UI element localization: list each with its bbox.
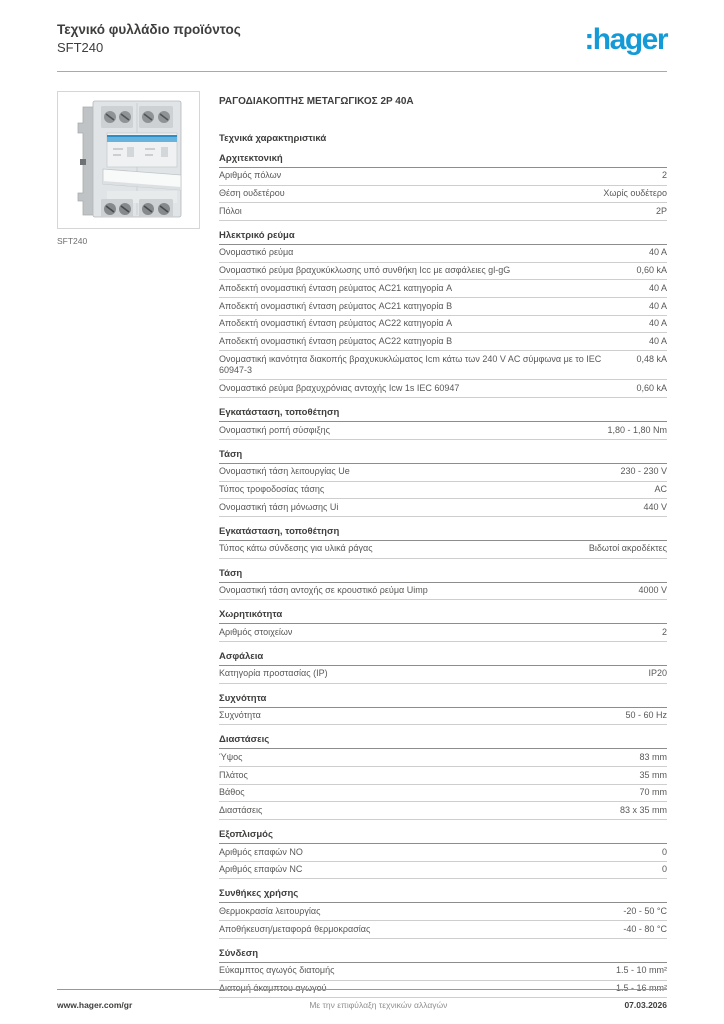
spec-row bbox=[219, 963, 667, 981]
spec-section-title: Ασφάλεια bbox=[219, 651, 667, 666]
spec-section-rows bbox=[219, 168, 667, 221]
spec-row-label: Κατηγορία προστασίας (IP) bbox=[219, 668, 328, 679]
spec-row-value: 50 - 60 Hz bbox=[625, 710, 667, 721]
spec-row bbox=[219, 280, 667, 298]
spec-row bbox=[219, 767, 667, 785]
spec-row-label: Ονομαστικό ρεύμα bbox=[219, 247, 294, 258]
spec-row-label: Αριθμός επαφών NO bbox=[219, 846, 303, 857]
spec-row-label: Ονομαστική τάση αντοχής σε κρουστικό ρεύμα Uimp bbox=[219, 585, 428, 596]
spec-row bbox=[219, 168, 667, 186]
spec-row-value: 0,60 kA bbox=[636, 265, 667, 276]
spec-row-label: Αποθήκευση/μεταφορά θερμοκρασίας bbox=[219, 923, 371, 934]
spec-section bbox=[219, 568, 667, 601]
spec-row-label: Αριθμός επαφών NC bbox=[219, 864, 303, 875]
spec-row bbox=[219, 802, 667, 820]
spec-row-label: Αριθμός στοιχείων bbox=[219, 626, 293, 637]
spec-row bbox=[219, 482, 667, 500]
spec-row-label: Ύψος bbox=[219, 751, 243, 762]
spec-section-rows bbox=[219, 422, 667, 440]
footer-website-link[interactable]: www.hager.com/gr bbox=[57, 1000, 133, 1010]
spec-row-label: Πλάτος bbox=[219, 769, 248, 780]
product-image-caption: SFT240 bbox=[57, 235, 88, 246]
spec-row-value: Βιδωτοί ακροδέκτες bbox=[588, 543, 667, 554]
spec-section-title: Χωρητικότητα bbox=[219, 609, 667, 624]
spec-row bbox=[219, 666, 667, 684]
doc-product-code: SFT240 bbox=[57, 39, 104, 55]
spec-row-label: Θέση ουδετέρου bbox=[219, 188, 285, 199]
spec-row-value: 40 A bbox=[648, 300, 667, 311]
spec-row-value: 40 A bbox=[648, 247, 667, 258]
spec-row-label: Ονομαστική ροπή σύσφιξης bbox=[219, 424, 330, 435]
spec-row-value: 40 A bbox=[648, 335, 667, 346]
spec-row-value: 35 mm bbox=[639, 769, 667, 780]
spec-row bbox=[219, 351, 667, 380]
spec-section-rows bbox=[219, 749, 667, 820]
spec-row bbox=[219, 380, 667, 398]
spec-row bbox=[219, 541, 667, 559]
spec-row-label: Αποδεκτή ονομαστική ένταση ρεύματος AC22 κατηγορία A bbox=[219, 318, 453, 329]
spec-section-title: Εξοπλισμός bbox=[219, 829, 667, 844]
spec-row bbox=[219, 245, 667, 263]
spec-row-value: Χωρίς ουδέτερο bbox=[603, 188, 667, 199]
spec-row-label: Ονομαστικό ρεύμα βραχυκύκλωσης υπό συνθήκη Icc με ασφάλειες gl-gG bbox=[219, 265, 511, 276]
spec-row-label: Ονομαστική ικανότητα διακοπής βραχυκυκλώματος Icm κάτω των 240 V AC σύμφωνα με το IEC 60947-3 bbox=[219, 353, 602, 376]
spec-section bbox=[219, 734, 667, 820]
spec-section bbox=[219, 609, 667, 642]
spec-sections bbox=[219, 153, 667, 998]
spec-row-value: AC bbox=[654, 484, 667, 494]
spec-section-title: Τάση bbox=[219, 568, 667, 583]
spec-section-rows bbox=[219, 464, 667, 517]
specs-column bbox=[219, 91, 667, 998]
spec-row bbox=[219, 333, 667, 351]
product-image-column bbox=[57, 91, 202, 246]
spec-row-value: 4000 V bbox=[638, 585, 667, 596]
spec-row-value: 0,48 kA bbox=[636, 353, 667, 364]
spec-row bbox=[219, 422, 667, 440]
spec-section bbox=[219, 153, 667, 221]
spec-section bbox=[219, 230, 667, 398]
spec-row-label: Ονομαστικό ρεύμα βραχυχρόνιας αντοχής Icw 1s IEC 60947 bbox=[219, 382, 460, 393]
spec-row bbox=[219, 708, 667, 726]
spec-row-value: -40 - 80 °C bbox=[623, 923, 667, 934]
spec-row-label: Διαστάσεις bbox=[219, 804, 263, 815]
spec-section bbox=[219, 449, 667, 517]
footer-disclaimer: Με την επιφύλαξη τεχνικών αλλαγών bbox=[309, 1000, 448, 1010]
spec-row-value: 440 V bbox=[643, 501, 667, 512]
spec-row-value: 2 bbox=[661, 626, 667, 637]
spec-row bbox=[219, 263, 667, 281]
spec-section-title: Αρχιτεκτονική bbox=[219, 153, 667, 168]
spec-row-value: 83 x 35 mm bbox=[619, 804, 667, 815]
spec-row-value: IP20 bbox=[648, 668, 667, 679]
spec-section-title: Συχνότητα bbox=[219, 693, 667, 708]
hager-logo: :hager bbox=[584, 23, 667, 56]
spec-section bbox=[219, 651, 667, 684]
spec-section-rows bbox=[219, 245, 667, 398]
spec-section-rows bbox=[219, 624, 667, 642]
spec-row-value: 0 bbox=[661, 864, 667, 875]
spec-row bbox=[219, 844, 667, 862]
spec-section-rows bbox=[219, 666, 667, 684]
doc-footer bbox=[57, 989, 667, 1010]
spec-row-label: Αριθμός πόλων bbox=[219, 170, 282, 181]
spec-row-label: Αποδεκτή ονομαστική ένταση ρεύματος AC22 κατηγορία B bbox=[219, 335, 453, 346]
product-name: ΡΑΓΟΔΙΑΚΟΠΤΗΣ ΜΕΤΑΓΩΓΙΚΟΣ 2P 40A bbox=[219, 95, 414, 107]
spec-section-title: Τάση bbox=[219, 449, 667, 464]
spec-row bbox=[219, 298, 667, 316]
doc-title: Τεχνικό φυλλάδιο προϊόντος bbox=[57, 22, 241, 37]
spec-row bbox=[219, 203, 667, 221]
spec-section-title: Εγκατάσταση, τοποθέτηση bbox=[219, 526, 667, 541]
spec-section bbox=[219, 829, 667, 879]
spec-row bbox=[219, 464, 667, 482]
spec-row-value: -20 - 50 °C bbox=[623, 905, 667, 916]
spec-row-label: Αποδεκτή ονομαστική ένταση ρεύματος AC21 κατηγορία A bbox=[219, 282, 453, 293]
spec-section-rows bbox=[219, 541, 667, 559]
spec-row-label: Ονομαστική τάση μόνωσης Ui bbox=[219, 501, 339, 512]
spec-row-label: Θερμοκρασία λειτουργίας bbox=[219, 905, 321, 916]
spec-section bbox=[219, 888, 667, 938]
spec-row bbox=[219, 921, 667, 939]
spec-row-label: Ονομαστική τάση λειτουργίας Ue bbox=[219, 466, 350, 477]
spec-row-value: 83 mm bbox=[639, 751, 667, 762]
spec-row-value: 1,80 - 1,80 Nm bbox=[607, 424, 667, 435]
spec-row bbox=[219, 749, 667, 767]
spec-row-value: 0 bbox=[661, 846, 667, 857]
spec-section bbox=[219, 526, 667, 559]
spec-row bbox=[219, 903, 667, 921]
spec-row-value: 2P bbox=[655, 205, 667, 216]
specs-title: Τεχνικά χαρακτηριστικά bbox=[219, 132, 327, 144]
spec-row-label: Πόλοι bbox=[219, 205, 242, 216]
spec-section bbox=[219, 407, 667, 440]
spec-row-value: 40 A bbox=[648, 318, 667, 329]
spec-section bbox=[219, 693, 667, 726]
spec-row-value: 70 mm bbox=[639, 787, 667, 798]
spec-section-rows bbox=[219, 708, 667, 726]
spec-section-title: Εγκατάσταση, τοποθέτηση bbox=[219, 407, 667, 422]
spec-section-title: Σύνδεση bbox=[219, 948, 667, 963]
spec-row-label: Αποδεκτή ονομαστική ένταση ρεύματος AC21 κατηγορία B bbox=[219, 300, 453, 311]
spec-row-value: 1.5 - 10 mm² bbox=[615, 965, 667, 976]
spec-row-value: 40 A bbox=[648, 282, 667, 293]
product-photo-icon bbox=[69, 97, 189, 223]
spec-section-title: Συνθήκες χρήσης bbox=[219, 888, 667, 903]
product-image-box bbox=[57, 91, 200, 229]
doc-header bbox=[57, 22, 667, 72]
spec-row bbox=[219, 785, 667, 803]
spec-row bbox=[219, 316, 667, 334]
doc-header-titles bbox=[57, 22, 241, 55]
spec-section-title: Διαστάσεις bbox=[219, 734, 667, 749]
spec-row-label: Βάθος bbox=[219, 787, 245, 798]
spec-section-title: Ηλεκτρικό ρεύμα bbox=[219, 230, 667, 245]
spec-section-rows bbox=[219, 583, 667, 601]
spec-row bbox=[219, 186, 667, 204]
spec-row-label: Τύπος τροφοδοσίας τάσης bbox=[219, 484, 325, 494]
main-content bbox=[57, 91, 667, 998]
spec-row bbox=[219, 624, 667, 642]
spec-row-value: 2 bbox=[661, 170, 667, 181]
footer-date: 07.03.2026 bbox=[624, 1000, 667, 1010]
spec-row-label: Εύκαμπτος αγωγός διατομής bbox=[219, 965, 335, 976]
spec-row bbox=[219, 499, 667, 517]
spec-section-rows bbox=[219, 844, 667, 879]
spec-row-label: Διατομή άκαμπτου αγωγού bbox=[219, 983, 327, 993]
spec-section-rows bbox=[219, 903, 667, 938]
spec-row-value: 230 - 230 V bbox=[620, 466, 667, 477]
spec-row-value: 0,60 kA bbox=[636, 382, 667, 393]
spec-row-value: 1.5 - 16 mm² bbox=[615, 983, 667, 993]
spec-row-label: Τύπος κάτω σύνδεσης για υλικά ράγας bbox=[219, 543, 373, 554]
spec-row-label: Συχνότητα bbox=[219, 710, 261, 721]
spec-row bbox=[219, 862, 667, 880]
spec-row bbox=[219, 583, 667, 601]
